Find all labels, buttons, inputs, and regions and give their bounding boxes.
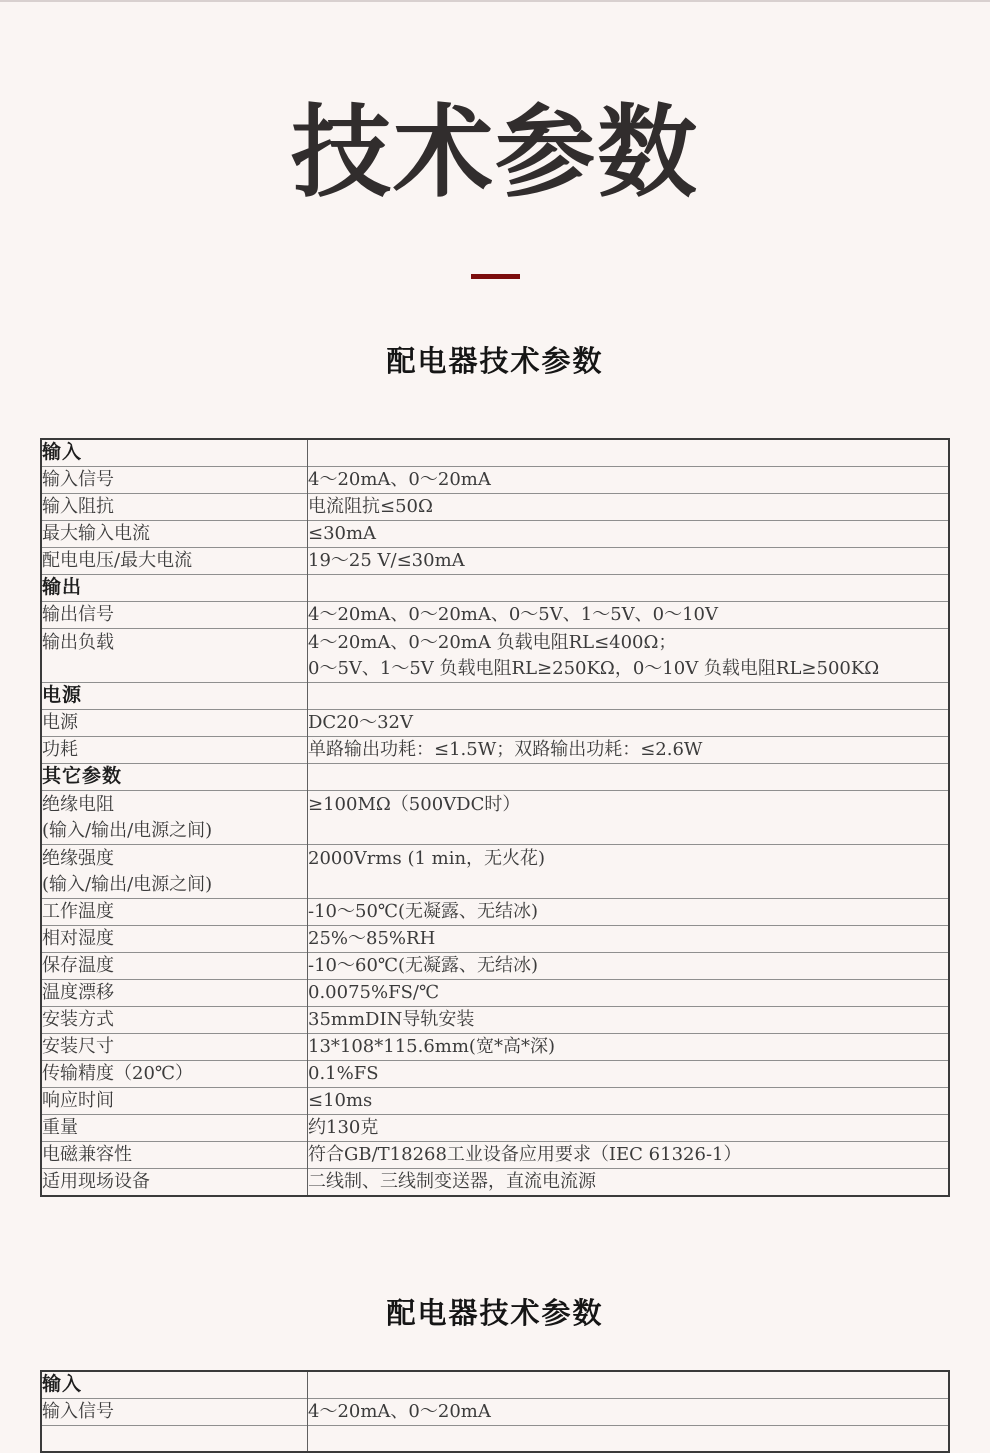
spec-row [41,980,949,1007]
spec-value-cell: 4～20mA、0～20mA [308,467,950,494]
spec-label-cell: 保存温度 [41,953,308,980]
spec-value-cell: -10～60℃(无凝露、无结冰) [308,953,950,980]
spec-value-cell [308,683,950,710]
spec-value-cell: 2000Vrms (1 min，无火花) [308,845,950,899]
page-title: 技术参数 [291,97,699,209]
spec-label-cell: 输出信号 [41,602,308,629]
spec-value-cell: 4～20mA、0～20mA 负载电阻RL≤400Ω； 0～5V、1～5V 负载电阻RL≥250KΩ，0～10V 负载电阻RL≥500KΩ [308,629,950,683]
spec-label-cell: 重量 [41,1115,308,1142]
spec-label-cell: 功耗 [41,737,308,764]
spec-label-cell: 输出负载 [41,629,308,683]
spec-label-cell: 输入信号 [41,467,308,494]
spec-row [41,629,949,683]
spec-label-cell: 工作温度 [41,899,308,926]
spec-label-cell: 电源 [41,710,308,737]
spec-value-cell: 二线制、三线制变送器，直流电流源 [308,1169,950,1197]
spec-value-cell: 4～20mA、0～20mA [308,1399,950,1426]
spec-row [41,467,949,494]
spec-row [41,899,949,926]
spec-value-cell: 13*108*115.6mm(宽*高*深) [308,1034,950,1061]
spec-value-cell: 19～25 V/≤30mA [308,548,950,575]
spec-table-2 [40,1370,950,1453]
spec-row [41,710,949,737]
spec-value-cell [308,575,950,602]
spec-row [41,1007,949,1034]
spec-value-cell [308,439,950,467]
spec-label-cell: 相对湿度 [41,926,308,953]
spec-row [41,791,949,845]
spec-label-cell: 温度漂移 [41,980,308,1007]
spec-label-cell: 传输精度（20℃） [41,1061,308,1088]
spec-value-cell: ≤10ms [308,1088,950,1115]
section-heading-2: 配电器技术参数 [386,1298,604,1330]
spec-row [41,494,949,521]
spec-row [41,1088,949,1115]
spec-row [41,1169,949,1197]
red-divider [471,274,520,279]
top-border-line [0,0,990,2]
spec-row [41,926,949,953]
spec-label-cell: 配电电压/最大电流 [41,548,308,575]
spec-label-cell: 输入阻抗 [41,494,308,521]
spec-value-cell: -10～50℃(无凝露、无结冰) [308,899,950,926]
spec-row [41,1426,949,1452]
spec-label-cell: 输入信号 [41,1399,308,1426]
spec-value-cell: ≤30mA [308,521,950,548]
spec-label-cell: 最大输入电流 [41,521,308,548]
spec-row [41,1034,949,1061]
spec-label-cell: 绝缘电阻 (输入/输出/电源之间) [41,791,308,845]
spec-row [41,953,949,980]
spec-value-cell: 单路输出功耗：≤1.5W；双路输出功耗：≤2.6W [308,737,950,764]
spec-value-cell: ≥100MΩ（500VDC时） [308,791,950,845]
spec-value-cell [308,764,950,791]
section-row [41,575,949,602]
section-row [41,1371,949,1399]
section-heading-1: 配电器技术参数 [386,346,604,378]
section-row [41,683,949,710]
spec-label-cell: 电源 [41,683,308,710]
spec-label-cell: 响应时间 [41,1088,308,1115]
spec-value-cell: 电流阻抗≤50Ω [308,494,950,521]
section-row [41,439,949,467]
spec-table-1 [40,438,950,1197]
spec-row [41,1115,949,1142]
section-row [41,764,949,791]
spec-label-cell: 电磁兼容性 [41,1142,308,1169]
spec-row [41,845,949,899]
spec-row [41,521,949,548]
spec-label-cell: 安装尺寸 [41,1034,308,1061]
spec-label-cell: 安装方式 [41,1007,308,1034]
spec-label-cell: 输入 [41,439,308,467]
spec-value-cell: 符合GB/T18268工业设备应用要求（IEC 61326-1） [308,1142,950,1169]
spec-value-cell: 0.0075%FS/℃ [308,980,950,1007]
spec-label-cell: 输出 [41,575,308,602]
spec-row [41,1142,949,1169]
spec-row [41,1061,949,1088]
spec-value-cell: 25%～85%RH [308,926,950,953]
spec-label-cell: 输入 [41,1371,308,1399]
spec-row [41,1399,949,1426]
spec-value-cell: 0.1%FS [308,1061,950,1088]
spec-value-cell: 35mmDIN导轨安装 [308,1007,950,1034]
spec-label-cell: 绝缘强度 (输入/输出/电源之间) [41,845,308,899]
spec-value-cell: 约130克 [308,1115,950,1142]
spec-value-cell: 4～20mA、0～20mA、0～5V、1～5V、0～10V [308,602,950,629]
spec-value-cell: DC20～32V [308,710,950,737]
spec-label-cell [41,1426,308,1452]
spec-value-cell [308,1371,950,1399]
spec-row [41,602,949,629]
spec-value-cell [308,1426,950,1452]
spec-label-cell: 其它参数 [41,764,308,791]
spec-row [41,548,949,575]
spec-label-cell: 适用现场设备 [41,1169,308,1197]
spec-row [41,737,949,764]
